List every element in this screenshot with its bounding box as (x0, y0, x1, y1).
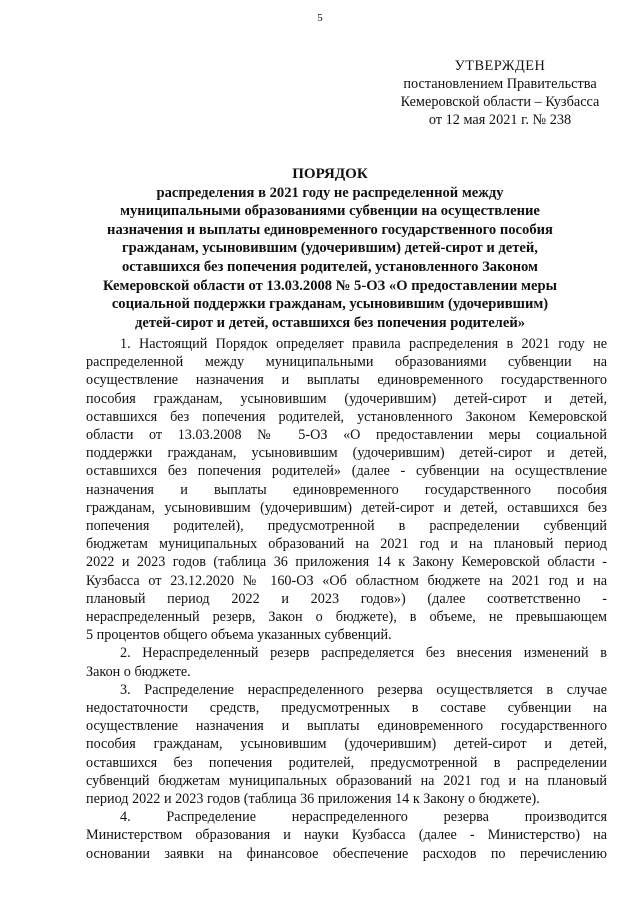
paragraph-line: назначения и выплаты единовременного государственного пособия (86, 481, 607, 498)
paragraph-line: 4. Распределение нераспределенного резерва производится (120, 809, 607, 826)
title-line: Кемеровской области от 13.03.2008 № 5-ОЗ «О предоставлении меры (103, 277, 557, 294)
paragraph-line: субвенций бюджетам муниципальных образований на 2021 год и на плановый (86, 772, 607, 789)
paragraph-line: бюджетам муниципальных образований на 2021 год и на плановый период (86, 536, 607, 553)
page-number: 5 (317, 12, 323, 24)
paragraph-line: распределенной между муниципальными образованиями субвенции на (86, 354, 607, 371)
title-heading: ПОРЯДОК (292, 166, 368, 182)
approval-block (380, 57, 620, 129)
paragraph-line: оставшихся без попечения родителей» (далее - субвенции на осуществление (86, 463, 607, 480)
title-line: социальной поддержки гражданам, усыновившим (удочерившим) (111, 296, 549, 313)
paragraph-line: Закон о бюджете. (86, 663, 191, 680)
title-line: муниципальными образованиями субвенции на осуществление (120, 203, 540, 220)
paragraph-line: основании заявки на финансовое обеспечение расходов по перечислению (86, 845, 607, 862)
paragraph-line: 3. Распределение нераспределенного резерва осуществляется в случае (120, 681, 607, 698)
document-body (86, 335, 607, 863)
paragraph-line: 2. Нераспределенный резерв распределяется без внесения изменений в (120, 645, 607, 662)
title-line: детей-сирот и детей, оставшихся без попечения родителей» (134, 314, 526, 331)
paragraph-line: поддержки гражданам, усыновившим (удочерившим) детей-сирот и детей, (86, 445, 607, 462)
title-line: распределения в 2021 году не распределенной между (156, 184, 504, 201)
paragraph-line: пособия гражданам, усыновившим (удочерившим) детей-сирот и детей, (86, 736, 607, 753)
paragraph-4 (86, 808, 607, 863)
paragraph-line: оставшихся без попечения родителей, предусмотренной в распределении (86, 754, 607, 771)
paragraph-line: нераспределенный резерв, Закон о бюджете), в объеме, не превышающем (86, 609, 607, 626)
paragraph-line: оставшихся без попечения родителей, установленного Законом Кемеровской (86, 408, 607, 425)
paragraph-line: Кузбасса от 23.12.2020 № 160-ОЗ «Об областном бюджете на 2021 год и на (86, 572, 607, 589)
paragraph-3 (86, 681, 607, 808)
title-line: назначения и выплаты единовременного государственного пособия (107, 221, 553, 238)
document-title (100, 165, 560, 332)
paragraph-line: области от 13.03.2008 № 5-ОЗ «О предоставлении меры социальной (86, 427, 607, 444)
paragraph-1 (86, 335, 607, 644)
approval-title: УТВЕРЖДЕН (454, 58, 546, 74)
title-line: оставшихся без попечения родителей, установленного Законом (122, 258, 538, 275)
paragraph-line: 5 процентов общего объема указанных субвенций. (86, 627, 392, 644)
paragraph-line: 2022 и 2023 годов (таблица 36 приложения 14 к Закону Кемеровской области - (86, 554, 607, 571)
approval-line: постановлением Правительства (403, 76, 597, 92)
paragraph-line: период 2022 и 2023 годов (таблица 36 приложения 14 к Закону о бюджете). (86, 791, 540, 808)
paragraph-line: пособия гражданам, усыновившим (удочерившим) детей-сирот и детей, (86, 390, 607, 407)
approval-line: Кемеровской области – Кузбасса (400, 94, 600, 110)
title-line: гражданам, усыновившим (удочерившим) детей-сирот и детей, (122, 240, 538, 257)
paragraph-line: осуществление назначения и выплаты единовременного государственного (86, 372, 607, 389)
paragraph-line: гражданам, усыновившим (удочерившим) детей-сирот и детей, оставшихся без (86, 499, 607, 516)
paragraph-line: недостаточности средств, предусмотренных в составе субвенции на (86, 700, 607, 717)
paragraph-2 (86, 644, 607, 680)
paragraph-line: 1. Настоящий Порядок определяет правила распределения в 2021 году не (120, 336, 607, 352)
paragraph-line: осуществление назначения и выплаты единовременного государственного (86, 718, 607, 735)
paragraph-line: плановый период 2022 и 2023 годов») (далее соответственно - (86, 590, 607, 607)
paragraph-line: попечения родителей), предусмотренной в распределении субвенций (86, 518, 607, 535)
paragraph-line: Министерством образования и науки Кузбасса (далее - Министерство) на (86, 827, 607, 844)
approval-date: от 12 мая 2021 г. № 238 (428, 112, 572, 128)
